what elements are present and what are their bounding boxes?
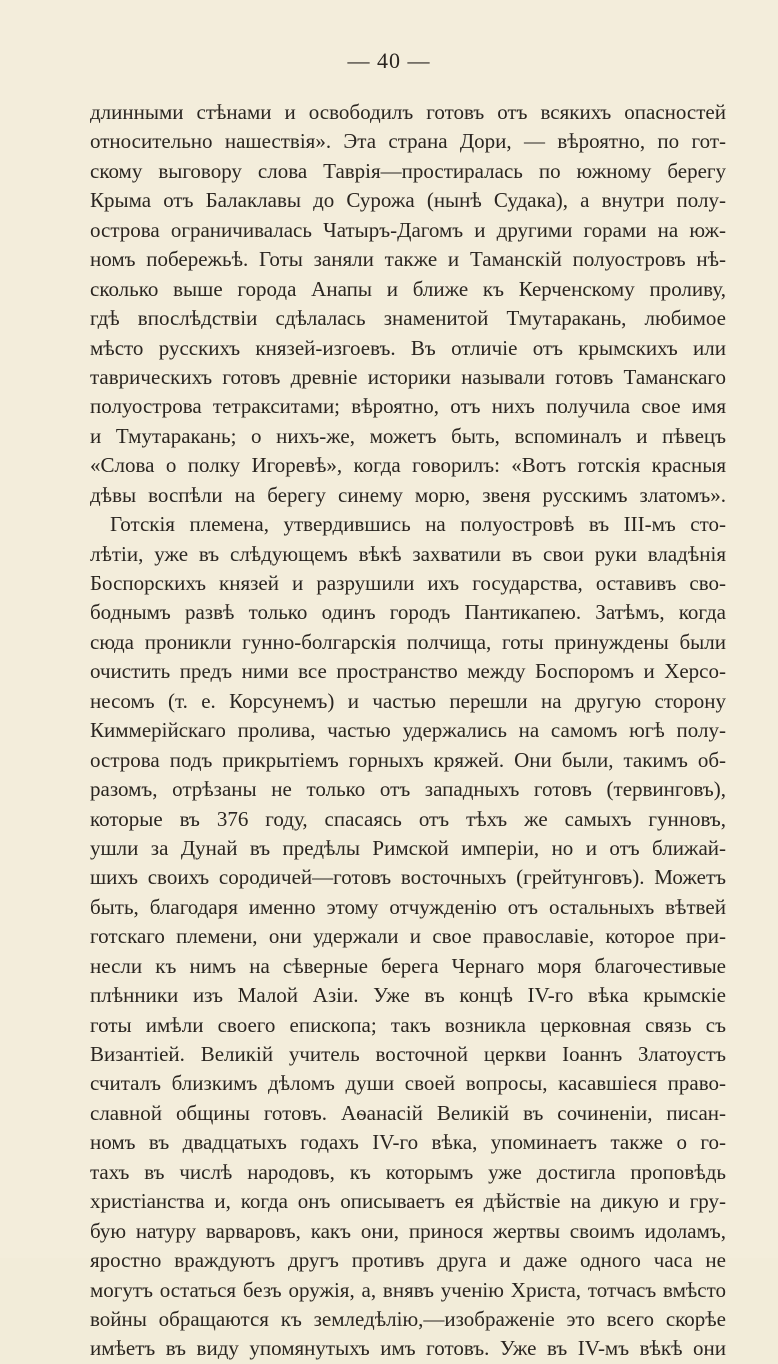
text-line: считалъ близкимъ дѣломъ души своей вопросы, касавшіеся право- (90, 1071, 726, 1096)
text-line: шихъ своихъ сородичей—готовъ восточныхъ (грейтунговъ). Можетъ (90, 865, 726, 890)
text-line: христіанства и, когда онъ описываетъ ея дѣйствіе на дикую и гру- (90, 1189, 726, 1214)
text-line: сколько выше города Анапы и ближе къ Керченскому проливу, (90, 276, 726, 301)
text-line: имѣетъ въ виду упомянутыхъ имъ готовъ. Уже въ IV-мъ вѣкѣ они (90, 1336, 726, 1361)
text-line: которые въ 376 году, спасаясь отъ тѣхъ же самыхъ гунновъ, (90, 806, 726, 831)
text-line: таврическихъ готовъ древніе историки называли готовъ Таманскаго (90, 364, 726, 389)
text-line: гдѣ впослѣдствіи сдѣлалась знаменитой Тмутаракань, любимое (90, 306, 726, 331)
text-line: яростно враждуютъ другъ противъ друга и даже одного часа не (90, 1248, 726, 1273)
text-line: и Тмутаракань; о нихъ-же, можетъ быть, вспоминалъ и пѣвецъ (90, 423, 726, 448)
text-line: лѣтіи, уже въ слѣдующемъ вѣкѣ захватили въ свои руки владѣнія (90, 541, 726, 566)
text-line: номъ въ двадцатыхъ годахъ IV-го вѣка, упоминаетъ также о го- (90, 1130, 726, 1155)
text-line: сюда проникли гунно-болгарскія полчища, готы принуждены были (90, 629, 726, 654)
text-line: тахъ въ числѣ народовъ, къ которымъ уже достигла проповѣдь (90, 1159, 726, 1184)
body-text (90, 98, 726, 1364)
text-line: разомъ, отрѣзаны не только отъ западныхъ готовъ (тервинговъ), (90, 777, 726, 802)
text-line: острова ограничивалась Чатыръ-Дагомъ и другими горами на юж- (90, 217, 726, 242)
text-line: Крыма отъ Балаклавы до Сурожа (нынѣ Судака), а внутри полу- (90, 188, 726, 213)
text-line: славной общины готовъ. Аѳанасій Великій въ сочиненіи, писан- (90, 1100, 726, 1125)
text-line: длинными стѣнами и освободилъ готовъ отъ всякихъ опасностей (90, 100, 726, 124)
text-line: очистить предъ ними все пространство между Боспоромъ и Херсо- (90, 659, 726, 684)
text-line: мѣсто русскихъ князей-изгоевъ. Въ отличіе отъ крымскихъ или (90, 335, 726, 360)
text-line: Готскія племена, утвердившись на полуостровѣ въ III-мъ сто- (110, 512, 726, 537)
text-line: быть, благодаря именно этому отчужденію отъ остальныхъ вѣтвей (90, 894, 726, 919)
text-line: Боспорскихъ князей и разрушили ихъ государства, оставивъ сво- (90, 571, 726, 595)
text-line: могутъ остаться безъ оружія, а, внявъ ученію Христа, тотчасъ вмѣсто (90, 1277, 726, 1302)
text-line: боднымъ развѣ только одинъ городъ Пантикапею. Затѣмъ, когда (90, 600, 726, 625)
text-line: несомъ (т. е. Корсунемъ) и частью перешли на другую сторону (90, 688, 726, 713)
text-line: готы имѣли своего епископа; такъ возникла церковная связь съ (90, 1012, 726, 1037)
text-line: готскаго племени, они удержали и свое православіе, которое при- (90, 924, 726, 949)
text-line: бую натуру варваровъ, какъ они, принося жертвы своимъ идоламъ, (90, 1218, 726, 1243)
text-line: скому выговору слова Таврія—простиралась по южному берегу (90, 158, 726, 183)
text-line: ушли за Дунай въ предѣлы Римской имперіи, но и отъ ближай- (90, 835, 726, 860)
text-line: войны обращаются къ земледѣлію,—изображеніе это всего скорѣе (90, 1306, 726, 1331)
text-line: плѣнники изъ Малой Азіи. Уже въ концѣ IV-го вѣка крымскіе (90, 983, 726, 1008)
text-line: дѣвы воспѣли на берегу синему морю, звеня русскимъ златомъ». (90, 482, 726, 507)
text-line: Киммерійскаго пролива, частью удержались на самомъ югѣ полу- (90, 718, 726, 743)
text-line: относительно нашествія». Эта страна Дори, — вѣроятно, по гот- (90, 129, 726, 154)
text-line: несли къ нимъ на сѣверные берега Чернаго моря благочестивые (90, 953, 726, 978)
page-number: — 40 — (347, 48, 431, 73)
text-line: номъ побережьѣ. Готы заняли также и Таманскій полуостровъ нѣ- (90, 247, 726, 272)
text-line: острова подъ прикрытіемъ горныхъ кряжей. Они были, такимъ об- (90, 747, 726, 772)
text-line: «Слова о полку Игоревѣ», когда говорилъ: «Вотъ готскія красныя (90, 453, 726, 478)
text-line: Византіей. Великій учитель восточной церкви Іоаннъ Златоустъ (90, 1042, 726, 1066)
text-line: полуострова тетракситами; вѣроятно, отъ нихъ получила свое имя (90, 394, 726, 419)
